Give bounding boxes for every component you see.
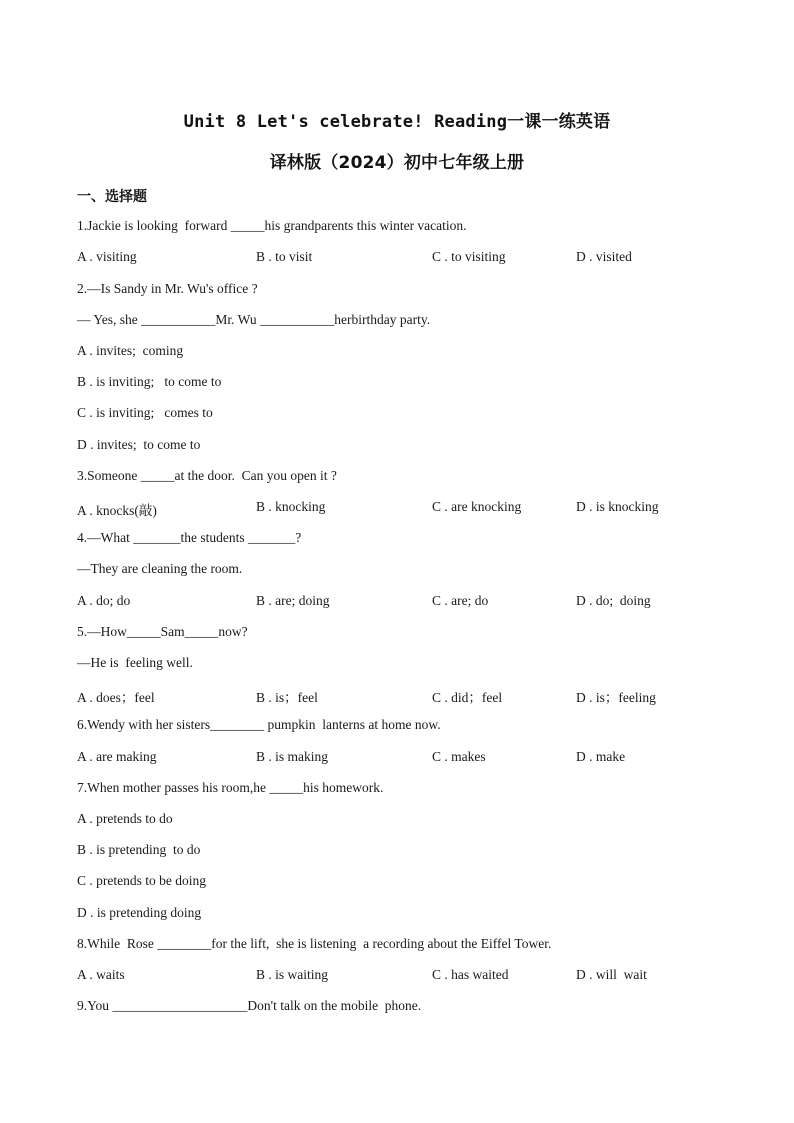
question-6-option-c: C . makes xyxy=(432,749,486,764)
question-8-option-d: D . will wait xyxy=(576,967,647,982)
question-6-option-a: A . are making xyxy=(77,749,157,764)
question-2-option-d: D . invites; to come to xyxy=(77,437,201,452)
question-7-option-d: D . is pretending doing xyxy=(77,905,202,920)
question-5-stem: 5.—How_____Sam_____now? xyxy=(77,624,248,639)
question-6-option-b: B . is making xyxy=(256,749,329,764)
question-4-option-b: B . are; doing xyxy=(256,593,330,608)
question-2-stem: 2.—Is Sandy in Mr. Wu's office ? xyxy=(77,281,258,296)
question-3-option-d: D . is knocking xyxy=(576,499,659,514)
question-5-option-c: C . did；feel xyxy=(432,690,503,705)
question-6-option-d: D . make xyxy=(576,749,626,764)
question-2-stem-line2: — Yes, she ___________Mr. Wu ___________herbirthday party. xyxy=(77,312,431,327)
question-5-option-d: D . is；feeling xyxy=(576,690,656,705)
question-5-option-a: A . does；feel xyxy=(77,690,155,705)
question-3-option-a: A . knocks(敲) xyxy=(77,503,157,518)
question-8-stem: 8.While Rose ________for the lift, she is listening a recording about the Eiffel Tower. xyxy=(77,936,552,951)
question-7-stem: 7.When mother passes his room,he _____his homework. xyxy=(77,780,384,795)
question-2-option-b: B . is inviting; to come to xyxy=(77,374,222,389)
question-8-option-b: B . is waiting xyxy=(256,967,329,982)
question-1-stem: 1.Jackie is looking forward _____his grandparents this winter vacation. xyxy=(77,218,467,233)
worksheet-subtitle: 译林版（2024）初中七年级上册 xyxy=(269,153,525,173)
question-4-option-d: D . do; doing xyxy=(576,593,651,608)
question-4-stem: 4.—What _______the students _______? xyxy=(77,530,302,545)
question-8-option-a: A . waits xyxy=(77,967,125,982)
question-5-stem-line2: —He is feeling well. xyxy=(77,655,193,670)
question-1-option-b: B . to visit xyxy=(256,249,313,264)
question-7-option-c: C . pretends to be doing xyxy=(77,873,206,888)
question-3-option-b: B . knocking xyxy=(256,499,326,514)
question-1-option-c: C . to visiting xyxy=(432,249,506,264)
question-3-option-c: C . are knocking xyxy=(432,499,522,514)
question-9-stem: 9.You ____________________Don't talk on the mobile phone. xyxy=(77,998,422,1013)
question-2-option-a: A . invites; coming xyxy=(77,343,184,358)
question-2-option-c: C . is inviting; comes to xyxy=(77,405,213,420)
question-1-option-d: D . visited xyxy=(576,249,632,264)
question-7-option-b: B . is pretending to do xyxy=(77,842,201,857)
question-4-option-a: A . do; do xyxy=(77,593,131,608)
section-heading: 一、选择题 xyxy=(77,189,147,205)
question-1-option-a: A . visiting xyxy=(77,249,137,264)
question-4-option-c: C . are; do xyxy=(432,593,489,608)
question-6-stem: 6.Wendy with her sisters________ pumpkin lanterns at home now. xyxy=(77,717,441,732)
question-7-option-a: A . pretends to do xyxy=(77,811,173,826)
question-8-option-c: C . has waited xyxy=(432,967,509,982)
question-5-option-b: B . is；feel xyxy=(256,690,318,705)
question-4-stem-line2: —They are cleaning the room. xyxy=(77,561,243,576)
worksheet-title: Unit 8 Let's celebrate! Reading一课一练英语 xyxy=(183,112,611,132)
question-3-stem: 3.Someone _____at the door. Can you open it ? xyxy=(77,468,337,483)
